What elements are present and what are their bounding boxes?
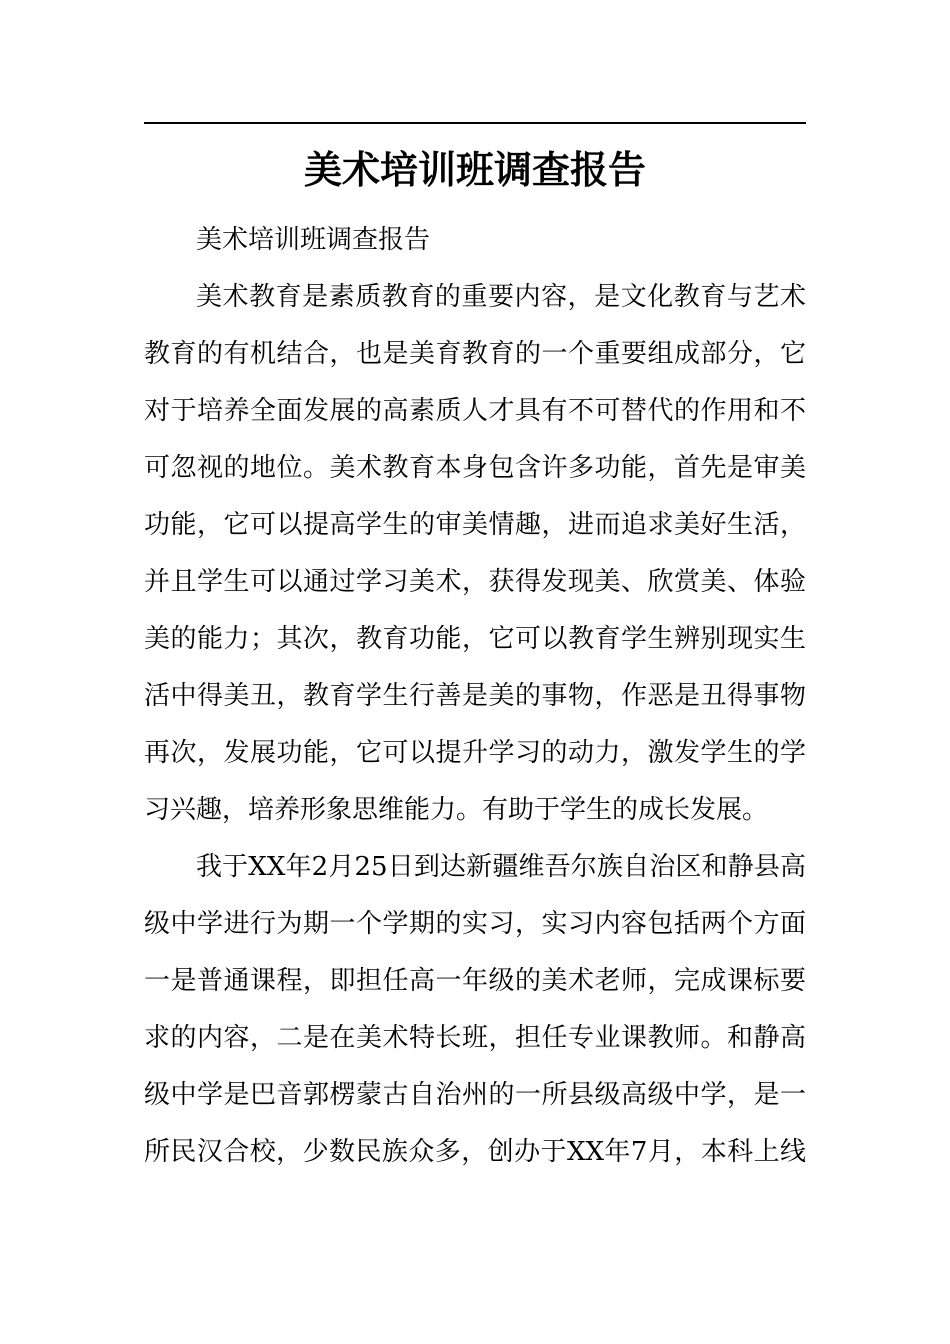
paragraph-line: 并且学生可以通过学习美术，获得发现美、欣赏美、体验 (144, 567, 806, 597)
document-body (144, 212, 806, 1181)
paragraph-line: 可忽视的地位。美术教育本身包含许多功能，首先是审美 (144, 453, 806, 483)
paragraph-line: 对于培养全面发展的高素质人才具有不可替代的作用和不 (144, 396, 806, 426)
paragraph-line: 美的能力；其次，教育功能，它可以教育学生辨别现实生 (144, 624, 806, 654)
document-subtitle: 美术培训班调查报告 (196, 225, 431, 255)
paragraph-line: 一是普通课程，即担任高一年级的美术老师，完成课标要 (144, 966, 806, 996)
paragraph-line: 习兴趣，培养形象思维能力。有助于学生的成长发展。 (144, 795, 769, 825)
paragraph-line: 活中得美丑，教育学生行善是美的事物，作恶是丑得事物 (144, 681, 806, 711)
paragraph-line: 级中学进行为期一个学期的实习，实习内容包括两个方面 (144, 909, 806, 939)
paragraph-2 (144, 839, 806, 1181)
paragraph-line: 级中学是巴音郭楞蒙古自治州的一所县级高级中学，是一 (144, 1080, 806, 1110)
header-rule (144, 122, 806, 124)
paragraph-line: 所民汉合校，少数民族众多，创办于XX年7月，本科上线 (144, 1137, 806, 1167)
paragraph-1 (144, 269, 806, 839)
paragraph-line: 功能，它可以提高学生的审美情趣，进而追求美好生活， (144, 510, 806, 540)
paragraph-line: 求的内容，二是在美术特长班，担任专业课教师。和静高 (144, 1023, 806, 1053)
paragraph-line: 我于XX年2月25日到达新疆维吾尔族自治区和静县高 (196, 852, 806, 882)
paragraph-line: 再次，发展功能，它可以提升学习的动力，激发学生的学 (144, 738, 806, 768)
document-title: 美术培训班调查报告 (303, 147, 646, 192)
paragraph-line: 教育的有机结合，也是美育教育的一个重要组成部分，它 (144, 339, 806, 369)
paragraph-line: 美术教育是素质教育的重要内容，是文化教育与艺术 (196, 282, 806, 312)
